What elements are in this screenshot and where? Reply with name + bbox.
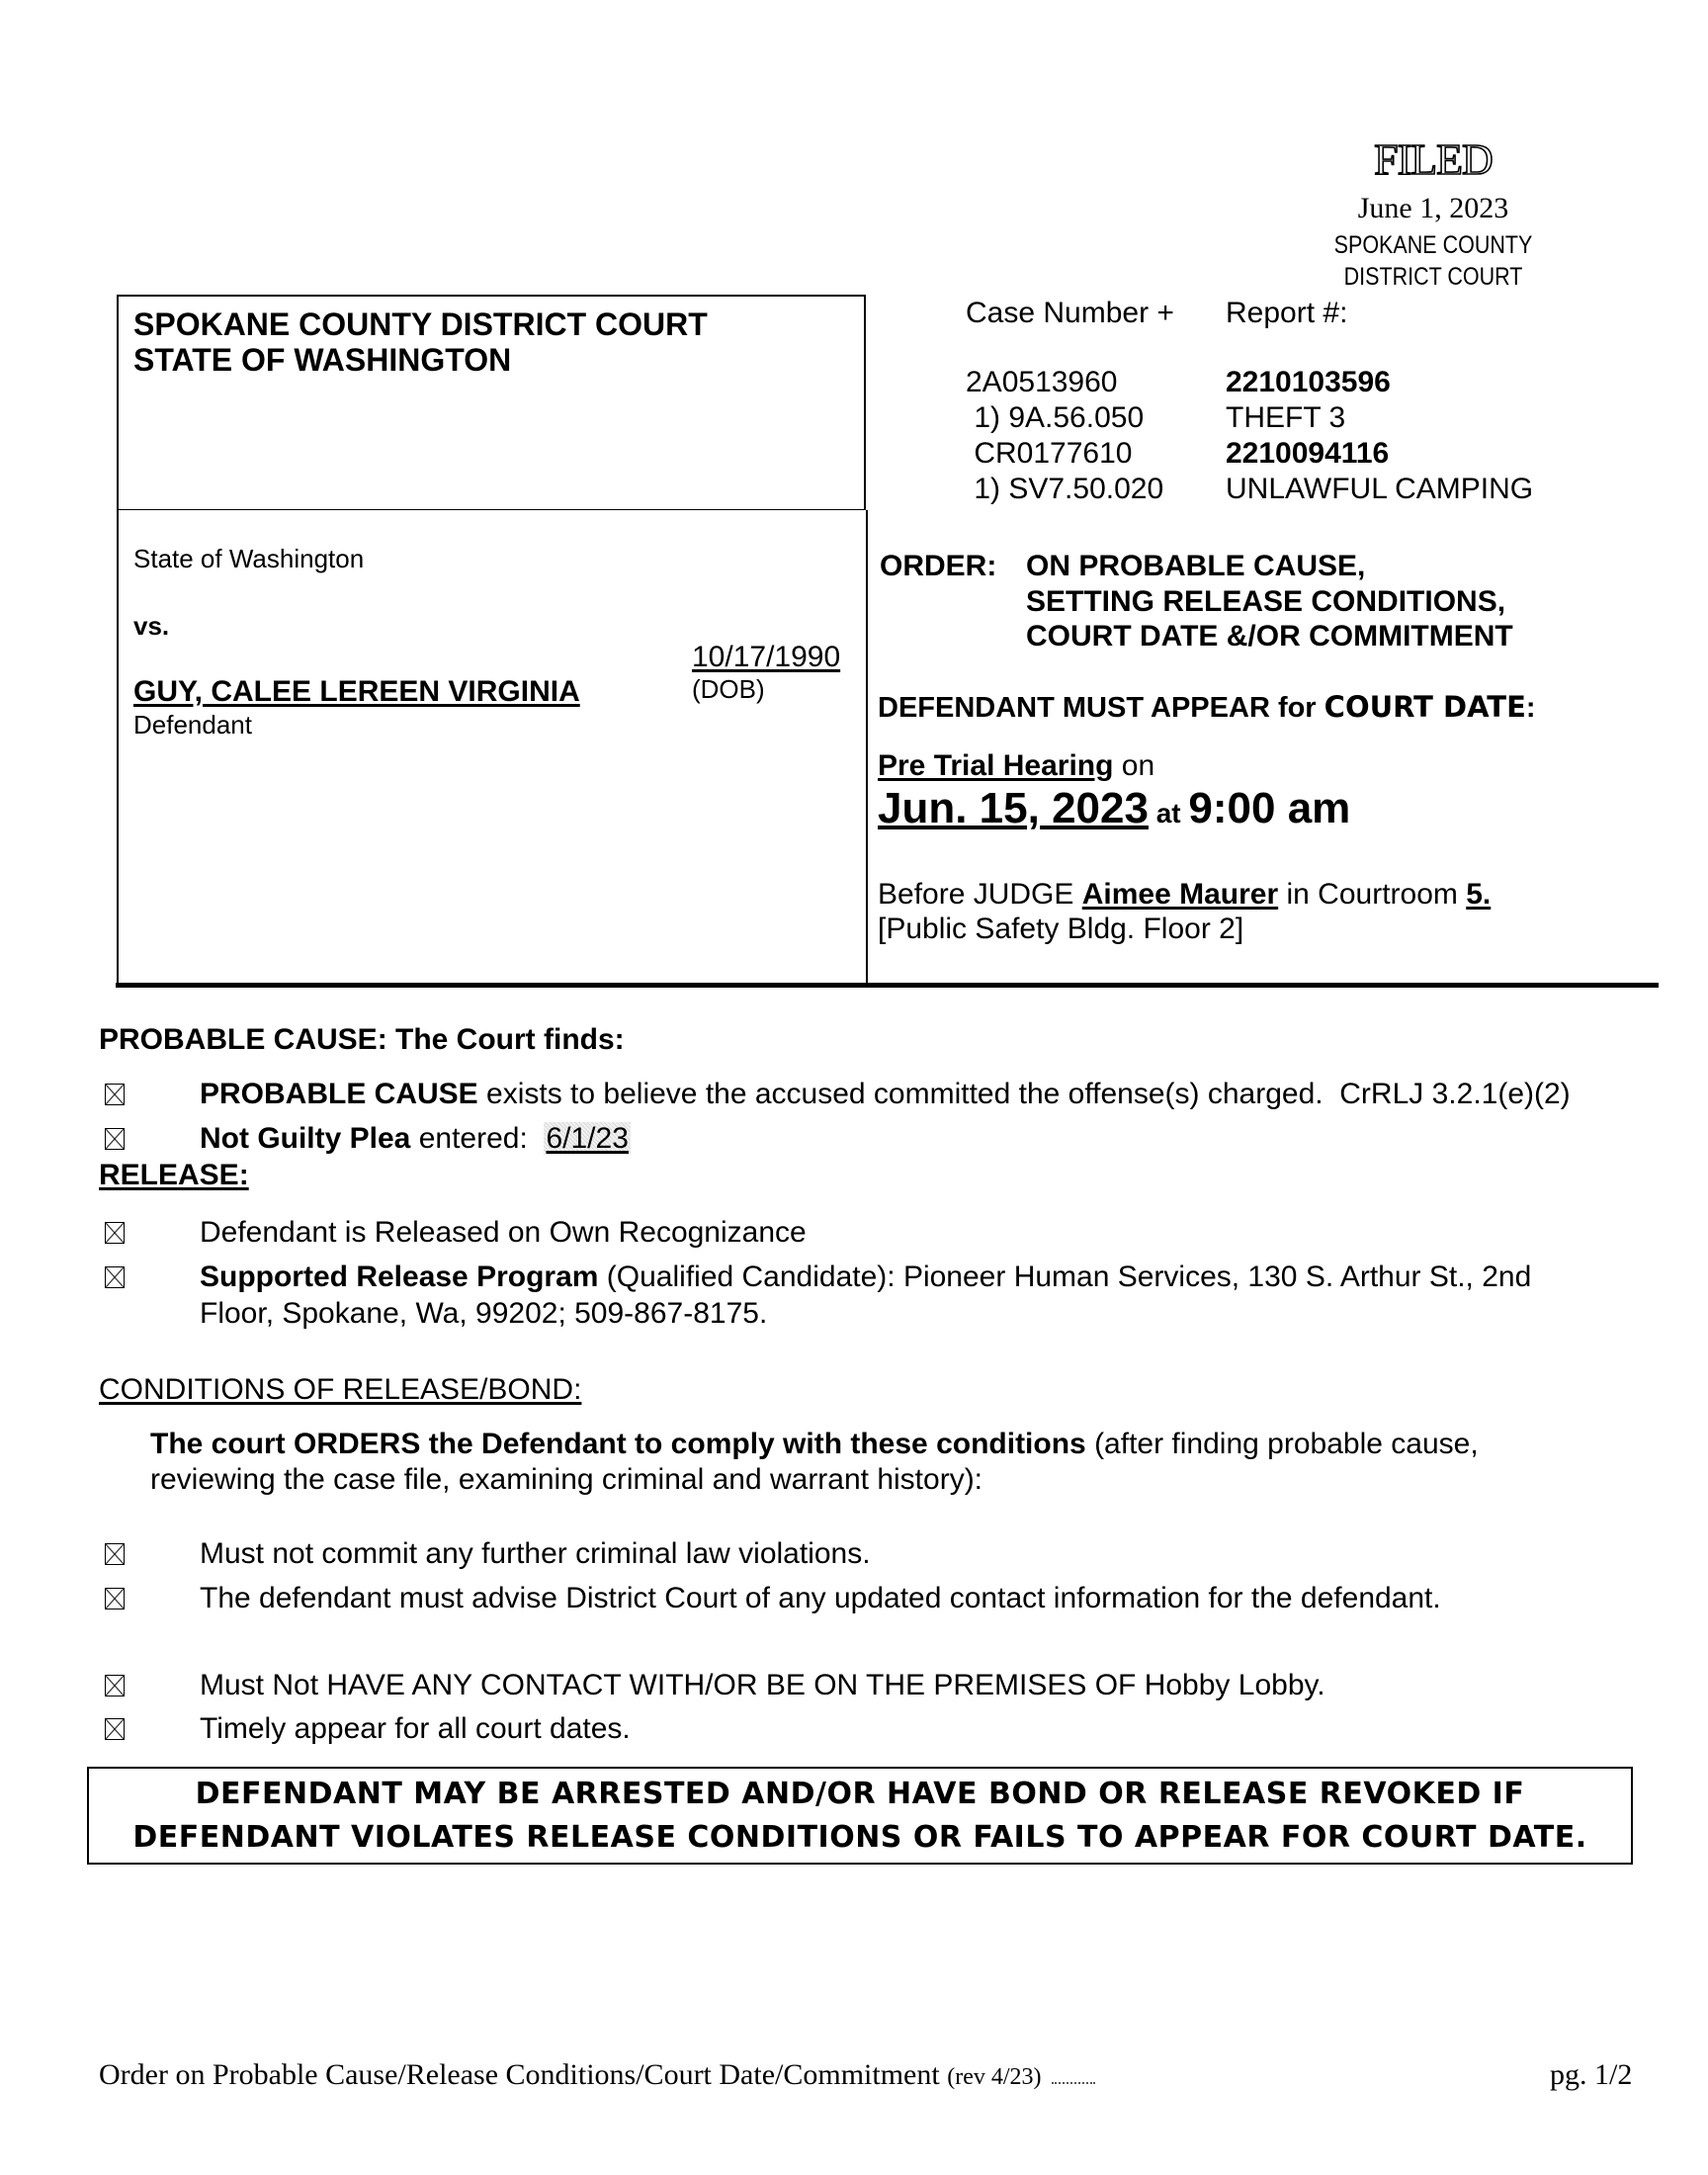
case-row-2-case: 1) 9A.56.050 — [966, 401, 1145, 434]
dob-value: 10/17/1990 — [692, 641, 841, 673]
court-name: SPOKANE COUNTY DISTRICT COURT — [133, 306, 708, 342]
footer-revision: (rev 4/23) — [947, 2064, 1042, 2090]
probable-cause-item: PROBABLE CAUSE exists to believe the accused committed the offense(s) charged. CrRLJ 3.2.1(e)(2) — [200, 1078, 1571, 1110]
condition-1: Must not commit any further criminal law violations. — [200, 1537, 871, 1570]
conditions-header: CONDITIONS OF RELEASE/BOND: — [99, 1373, 582, 1406]
party-box — [117, 510, 868, 987]
condition-4: Timely appear for all court dates. — [200, 1712, 631, 1745]
case-row-2-report: THEFT 3 — [1226, 401, 1346, 434]
case-row-3-case: CR0177610 — [966, 437, 1133, 470]
condition-4-checkbox[interactable] — [105, 1718, 125, 1740]
hearing-line: Pre Trial Hearing on — [878, 749, 1155, 782]
supported-release-address: Floor, Spokane, Wa, 99202; 509-867-8175. — [200, 1297, 768, 1330]
caption-rule — [116, 983, 1659, 988]
courtroom-number: 5. — [1466, 878, 1492, 911]
conditions-intro: The court ORDERS the Defendant to comply with these conditions (after finding probable cause, — [150, 1428, 1479, 1460]
hearing-date: Jun. 15, 2023 — [878, 784, 1149, 832]
order-line-2: SETTING RELEASE CONDITIONS, — [1026, 585, 1506, 618]
filed-label: FILED — [1374, 135, 1493, 184]
not-guilty-plea-checkbox[interactable] — [105, 1128, 125, 1150]
case-row-4-case: 1) SV7.50.020 — [966, 473, 1164, 505]
order-line-1: ON PROBABLE CAUSE, — [1026, 550, 1366, 582]
warning-box — [87, 1767, 1633, 1865]
condition-1-checkbox[interactable] — [105, 1543, 125, 1565]
own-recognizance-checkbox[interactable] — [105, 1222, 125, 1244]
judge-line: Before JUDGE Aimee Maurer in Courtroom 5. — [878, 878, 1492, 911]
case-row-1-report: 2210103596 — [1226, 366, 1391, 398]
page-number: pg. 1/2 — [1550, 2058, 1633, 2091]
plea-date-field[interactable]: 6/1/23 — [546, 1122, 629, 1155]
release-header: RELEASE: — [99, 1159, 249, 1191]
filed-court-line2: DISTRICT COURT — [1343, 263, 1523, 291]
supported-release-item: Supported Release Program (Qualified Candidate): Pioneer Human Services, 130 S. Arthur St., 2nd — [200, 1261, 1532, 1293]
case-row-1-case: 2A0513960 — [966, 366, 1118, 398]
filed-court-line1: SPOKANE COUNTY — [1333, 231, 1533, 259]
court-date-emphasis: COURT DATE — [1324, 690, 1526, 724]
probable-cause-header: PROBABLE CAUSE: The Court finds: — [99, 1023, 625, 1056]
not-guilty-plea-item: Not Guilty Plea entered: 6/1/23 — [200, 1122, 629, 1155]
must-appear-notice: DEFENDANT MUST APPEAR for COURT DATE: — [878, 690, 1536, 724]
warning-line-2: DEFENDANT VIOLATES RELEASE CONDITIONS OR FAILS TO APPEAR FOR COURT DATE. — [132, 1820, 1587, 1855]
filed-date: June 1, 2023 — [1357, 192, 1509, 224]
condition-3-checkbox[interactable] — [105, 1675, 125, 1696]
hearing-datetime: Jun. 15, 2023 at 9:00 am — [878, 784, 1351, 832]
report-header: Report #: — [1226, 297, 1348, 329]
warning-line-1: DEFENDANT MAY BE ARRESTED AND/OR HAVE BOND OR RELEASE REVOKED IF — [195, 1777, 1525, 1811]
versus-label: vs. — [133, 611, 170, 641]
condition-2-checkbox[interactable] — [105, 1588, 125, 1610]
footer-blank — [1052, 2072, 1095, 2084]
case-number-header: Case Number + — [966, 297, 1174, 329]
order-line-3: COURT DATE &/OR COMMITMENT — [1026, 620, 1513, 652]
court-state: STATE OF WASHINGTON — [133, 342, 512, 378]
hearing-time: 9:00 am — [1188, 784, 1351, 832]
condition-3: Must Not HAVE ANY CONTACT WITH/OR BE ON THE PREMISES OF Hobby Lobby. — [200, 1669, 1325, 1701]
judge-name: Aimee Maurer — [1081, 878, 1279, 911]
court-location: [Public Safety Bldg. Floor 2] — [878, 913, 1244, 945]
defendant-name: GUY, CALEE LEREEN VIRGINIA — [133, 675, 580, 708]
dob-label: (DOB) — [692, 674, 765, 704]
condition-2: The defendant must advise District Court of any updated contact information for the defendant. — [200, 1582, 1441, 1614]
own-recognizance-item: Defendant is Released on Own Recognizance — [200, 1216, 807, 1249]
plaintiff: State of Washington — [133, 544, 365, 573]
case-row-3-report: 2210094116 — [1226, 437, 1390, 470]
conditions-intro-line2: reviewing the case file, examining criminal and warrant history): — [150, 1463, 983, 1496]
court-title — [133, 306, 708, 378]
case-row-4-report: UNLAWFUL CAMPING — [1226, 473, 1534, 505]
defendant-label: Defendant — [133, 710, 252, 740]
supported-release-checkbox[interactable] — [105, 1266, 125, 1288]
probable-cause-checkbox[interactable] — [105, 1084, 125, 1105]
footer-form-title: Order on Probable Cause/Release Conditions/Court Date/Commitment (rev 4/23) — [99, 2058, 1095, 2092]
hearing-type: Pre Trial Hearing — [878, 749, 1114, 782]
order-label: ORDER: — [880, 550, 997, 582]
